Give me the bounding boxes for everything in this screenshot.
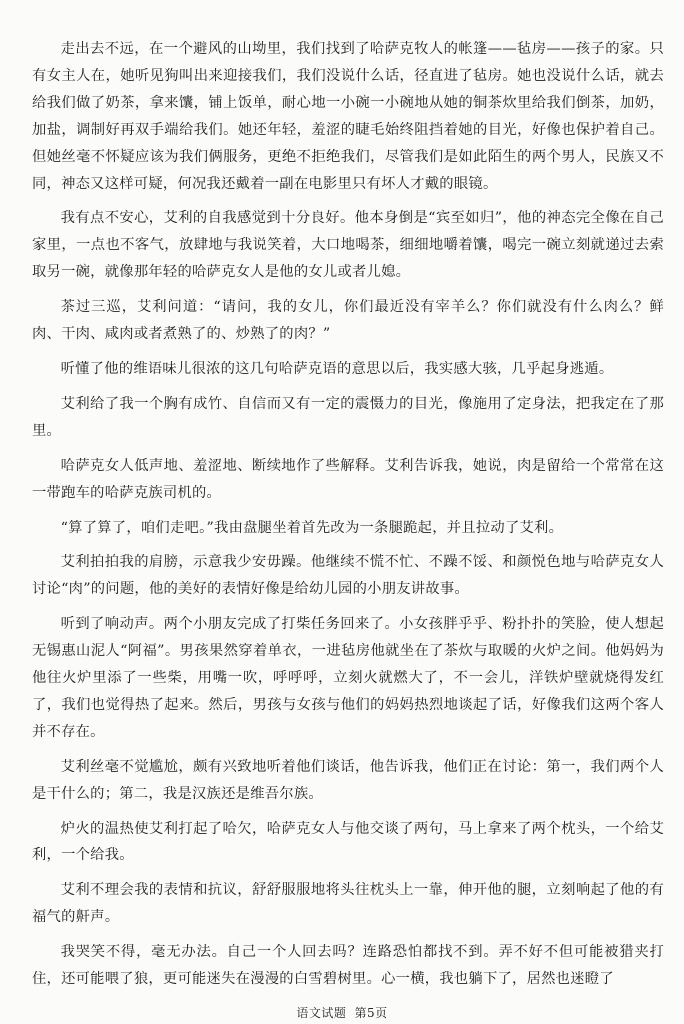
paragraph: 我有点不安心，艾利的自我感觉到十分良好。他本身倒是“宾至如归”，他的神态完全像在自己家里，一点也不客气，放肆地与我说笑着，大口地喝茶，细细地嚼着馕，喝完一碗立刻就递过去索取另一碗，就像那年轻的哈萨克女人是他的女儿或者儿媳。	[32, 210, 664, 281]
paragraph: 炉火的温热使艾利打起了哈欠，哈萨克女人与他交谈了两句，马上拿来了两个枕头，一个给艾利，一个给我。	[32, 820, 664, 864]
paragraph: 我哭笑不得，毫无办法。自己一个人回去吗？连路恐怕都找不到。弄不好不但可能被猎夹打住，还可能喂了狼，更可能迷失在漫漫的白雪碧树里。心一横，我也躺下了，居然也迷瞪了	[32, 944, 664, 988]
paragraph: 艾利拍拍我的肩膀，示意我少安毋躁。他继续不慌不忙、不躁不馁、和颜悦色地与哈萨克女人讨论“肉”的问题，他的美好的表情好像是给幼儿园的小朋友讲故事。	[32, 554, 664, 598]
paragraph: 茶过三巡，艾利问道：“请问，我的女儿，你们最近没有宰羊么？你们就没有什么肉么？鲜肉、干肉、咸肉或者煮熟了的、炒熟了的肉？”	[32, 299, 664, 343]
paragraph: 艾利不理会我的表情和抗议，舒舒服服地将头往枕头上一靠，伸开他的腿，立刻响起了他的有福气的鼾声。	[32, 882, 664, 926]
article-body	[32, 36, 664, 993]
paragraph: 走出去不远，在一个避风的山坳里，我们找到了哈萨克牧人的帐篷——毡房——孩子的家。只有女主人在，她听见狗叫出来迎接我们，我们没说什么话，径直进了毡房。她也没说什么话，就去给我们做了奶茶，拿来馕，铺上饭单，耐心地一小碗一小碗地从她的铜茶炊里给我们倒茶，加奶，加盐，调制好再双手端给我们。她还年轻，羞涩的睫毛始终阻挡着她的目光，好像也保护着自己。但她丝毫不怀疑应该为我们俩服务，更绝不拒绝我们，尽管我们是如此陌生的两个男人，民族又不同，神态又这样可疑，何况我还戴着一副在电影里只有坏人才戴的眼镜。	[32, 41, 664, 192]
exam-subject-label: 语文试题	[296, 1006, 347, 1020]
paragraph: 听懂了他的维语味儿很浓的这几句哈萨克语的意思以后，我实感大骇，几乎起身逃遁。	[60, 360, 614, 377]
paragraph: 哈萨克女人低声地、羞涩地、断续地作了些解释。艾利告诉我，她说，肉是留给一个常常在这一带跑车的哈萨克族司机的。	[32, 457, 664, 501]
page-number: 第5页	[354, 1006, 388, 1020]
paragraph: 听到了响动声。两个小朋友完成了打柴任务回来了。小女孩胖乎乎、粉扑扑的笑脸，使人想起无锡惠山泥人“阿福”。男孩果然穿着单衣，一进毡房他就坐在了茶炊与取暖的火炉之间。他妈妈为他往火炉里添了一些柴，用嘴一吹，呼呼呼，立刻火就燃大了，不一会儿，洋铁炉壁就烧得发红了，我们也觉得热了起来。然后，男孩与女孩与他们的妈妈热烈地谈起了话，好像我们这两个客人并不存在。	[32, 616, 664, 740]
paragraph: 艾利丝毫不觉尴尬，颇有兴致地听着他们谈话，他告诉我，他们正在讨论：第一，我们两个人是干什么的；第二，我是汉族还是维吾尔族。	[32, 758, 664, 802]
page-footer	[0, 1005, 684, 1021]
paragraph: 艾利给了我一个胸有成竹、自信而又有一定的震慑力的目光，像施用了定身法，把我定在了那里。	[32, 395, 664, 439]
paragraph: “算了算了，咱们走吧。”我由盘腿坐着首先改为一条腿跪起，并且拉动了艾利。	[60, 519, 564, 536]
